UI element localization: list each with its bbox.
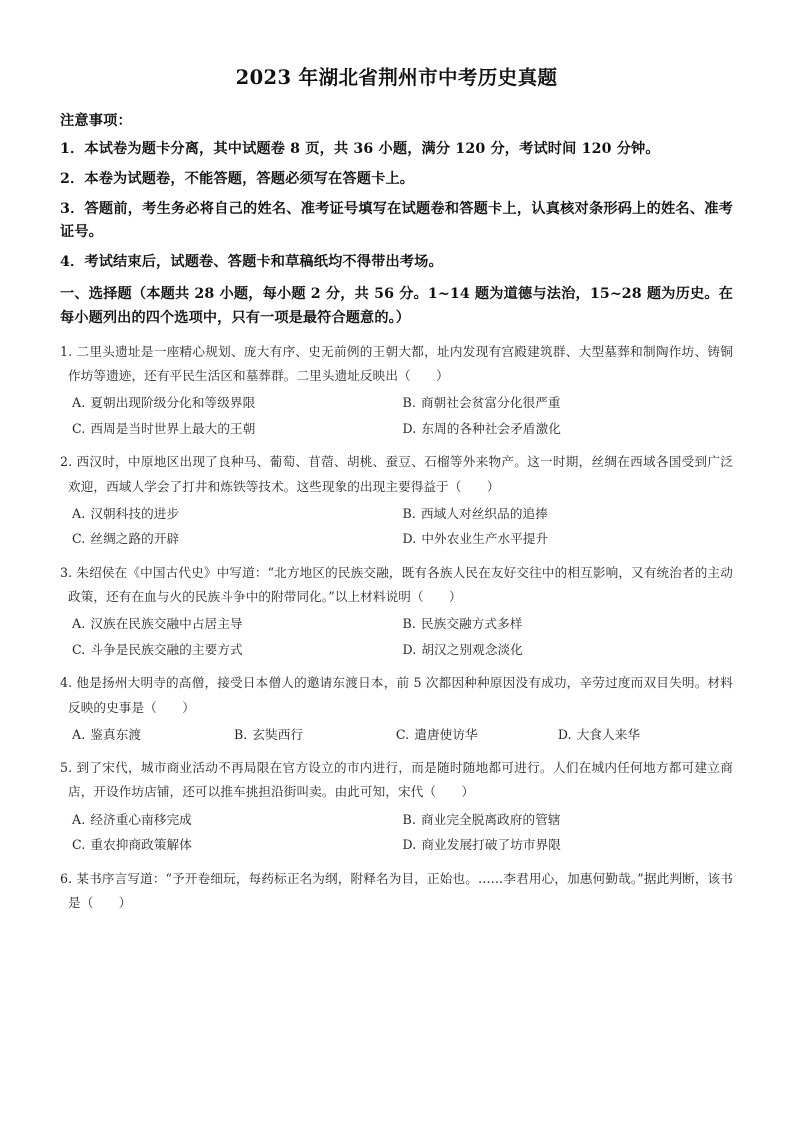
- question-block: [60, 867, 733, 915]
- option-label: C.: [72, 420, 86, 436]
- option-text: 商业发展打破了坊市界限: [421, 837, 561, 853]
- option-label: A.: [72, 395, 86, 411]
- option-label: B.: [402, 811, 416, 827]
- question-block: [60, 340, 733, 441]
- notice-section: [60, 110, 733, 274]
- option-text: 商业完全脱离政府的管辖: [420, 811, 561, 827]
- option-label: D.: [557, 726, 572, 742]
- option-text: 丝绸之路的开辟: [90, 531, 180, 547]
- question-stem: 1. 二里头遗址是一座精心规划、庞大有序、史无前例的王朝大都，址内发现有宫殿建筑群、大型墓葬和制陶作坊、铸铜作坊等遗迹，还有平民生活区和墓葬群。二里头遗址反映出（ ）: [60, 344, 733, 384]
- options-group: [60, 391, 733, 441]
- option-a[interactable]: [72, 502, 403, 527]
- question-stem: 5. 到了宋代，城市商业活动不再局限在官方设立的市内进行，而是随时随地都可进行。人们在城内任何地方都可建立商店，开设作坊店铺，还可以推车挑担沿街叫卖。由此可知，宋代（ ）: [60, 760, 733, 800]
- option-label: A.: [72, 616, 86, 632]
- option-c[interactable]: [72, 417, 403, 442]
- question-block: [60, 561, 733, 662]
- notice-item: 2．本卷为试题卷，不能答题，答题必须写在答题卡上。: [60, 171, 415, 188]
- option-text: 重农抑商政策解体: [90, 837, 192, 853]
- option-label: B.: [402, 505, 416, 521]
- option-label: D.: [402, 420, 417, 436]
- option-text: 商朝社会贫富分化很严重: [420, 395, 561, 411]
- option-label: C.: [395, 726, 410, 742]
- option-label: D.: [402, 531, 417, 547]
- option-text: 汉朝科技的进步: [90, 505, 180, 521]
- option-label: D.: [402, 641, 417, 657]
- option-label: C.: [72, 531, 86, 547]
- options-row: [72, 723, 733, 748]
- options-group: [60, 723, 733, 748]
- question-block: [60, 450, 733, 551]
- option-text: 西周是当时世界上最大的王朝: [90, 420, 256, 436]
- notice-item: 3．答题前，考生务必将自己的姓名、准考证号填写在试题卷和答题卡上，认真核对条形码上的姓名、准考证号。: [60, 201, 733, 241]
- option-text: 斗争是民族交融的主要方式: [90, 641, 243, 657]
- option-text: 汉族在民族交融中占居主导: [90, 616, 243, 632]
- options-group: [60, 612, 733, 662]
- option-c[interactable]: [72, 638, 403, 663]
- option-b[interactable]: [403, 391, 734, 416]
- option-text: 鉴真东渡: [90, 726, 142, 742]
- option-text: 民族交融方式多样: [420, 616, 523, 632]
- question-stem: 2. 西汉时，中原地区出现了良种马、葡萄、苜蓿、胡桃、蚕豆、石榴等外来物产。这一时期，丝绸在西域各国受到广泛欢迎，西域人学会了打井和炼铁等技术。这些现象的出现主要得益于（ ）: [60, 454, 733, 494]
- notice-item: 1．本试卷为题卡分离，其中试题卷 8 页，共 36 小题，满分 120 分，考试时间 120 分钟。: [60, 141, 660, 158]
- option-a[interactable]: [72, 723, 234, 748]
- option-c[interactable]: [72, 527, 403, 552]
- option-b[interactable]: [234, 723, 396, 748]
- option-text: 东周的各种社会矛盾激化: [421, 420, 561, 436]
- option-label: C.: [72, 641, 86, 657]
- questions-list: [60, 340, 733, 915]
- option-b[interactable]: [403, 502, 734, 527]
- section-heading: 一、选择题（本题共 28 小题，每小题 2 分，共 56 分。1~14 题为道德与法治，15~28 题为历史。在每小题列出的四个选项中，只有一项是最符合题意的。）: [60, 286, 733, 327]
- options-row: [72, 527, 733, 552]
- option-text: 胡汉之别观念淡化: [421, 641, 523, 657]
- options-group: [60, 808, 733, 858]
- options-row: [72, 502, 733, 527]
- option-label: B.: [402, 395, 416, 411]
- notice-item: 4．考试结束后，试题卷、答题卡和草稿纸均不得带出考场。: [60, 254, 443, 271]
- option-c[interactable]: [396, 723, 558, 748]
- question-block: [60, 756, 733, 857]
- option-d[interactable]: [403, 638, 734, 663]
- page-title: 2023 年湖北省荆州市中考历史真题: [235, 66, 558, 89]
- options-row: [72, 833, 733, 858]
- options-row: [72, 612, 733, 637]
- option-c[interactable]: [72, 833, 403, 858]
- option-d[interactable]: [403, 417, 734, 442]
- options-row: [72, 808, 733, 833]
- question-block: [60, 671, 733, 747]
- question-stem: 3. 朱绍侯在《中国古代史》中写道：“北方地区的民族交融，既有各族人民在友好交往中的相互影响，又有统治者的主动政策，还有在血与火的民族斗争中的附带同化。”以上材料说明（ ）: [60, 564, 733, 605]
- option-text: 西域人对丝织品的追捧: [420, 505, 548, 521]
- option-d[interactable]: [403, 527, 734, 552]
- option-text: 大食人来华: [576, 726, 641, 742]
- option-text: 玄奘西行: [252, 726, 304, 742]
- option-label: A.: [72, 726, 86, 742]
- option-text: 中外农业生产水平提升: [421, 531, 549, 547]
- option-text: 经济重心南移完成: [90, 811, 192, 827]
- option-a[interactable]: [72, 808, 403, 833]
- options-row: [72, 391, 733, 416]
- option-text: 夏朝出现阶级分化和等级界限: [90, 395, 256, 411]
- option-label: D.: [402, 837, 417, 853]
- option-b[interactable]: [403, 612, 734, 637]
- notice-heading: 注意事项：: [60, 113, 132, 130]
- option-d[interactable]: [558, 723, 640, 748]
- options-row: [72, 638, 733, 663]
- options-row: [72, 417, 733, 442]
- option-label: C.: [72, 837, 86, 853]
- option-b[interactable]: [403, 808, 734, 833]
- option-a[interactable]: [72, 612, 403, 637]
- option-label: B.: [233, 726, 248, 742]
- question-stem: 6. 某书序言写道：“予开卷细玩，每药标正名为纲，附释名为目，正始也。……李君用心，加惠何勤哉。”据此判断，该书是（ ）: [60, 870, 733, 910]
- option-label: A.: [72, 811, 86, 827]
- option-text: 遣唐使访华: [414, 726, 478, 742]
- option-label: B.: [402, 616, 416, 632]
- option-d[interactable]: [403, 833, 734, 858]
- option-label: A.: [72, 505, 86, 521]
- question-stem: 4. 他是扬州大明寺的高僧，接受日本僧人的邀请东渡日本，前 5 次都因种种原因没有成功，辛劳过度而双目失明。材料反映的史事是（ ）: [60, 675, 733, 715]
- notice-list: [60, 138, 733, 274]
- option-a[interactable]: [72, 391, 403, 416]
- options-group: [60, 502, 733, 552]
